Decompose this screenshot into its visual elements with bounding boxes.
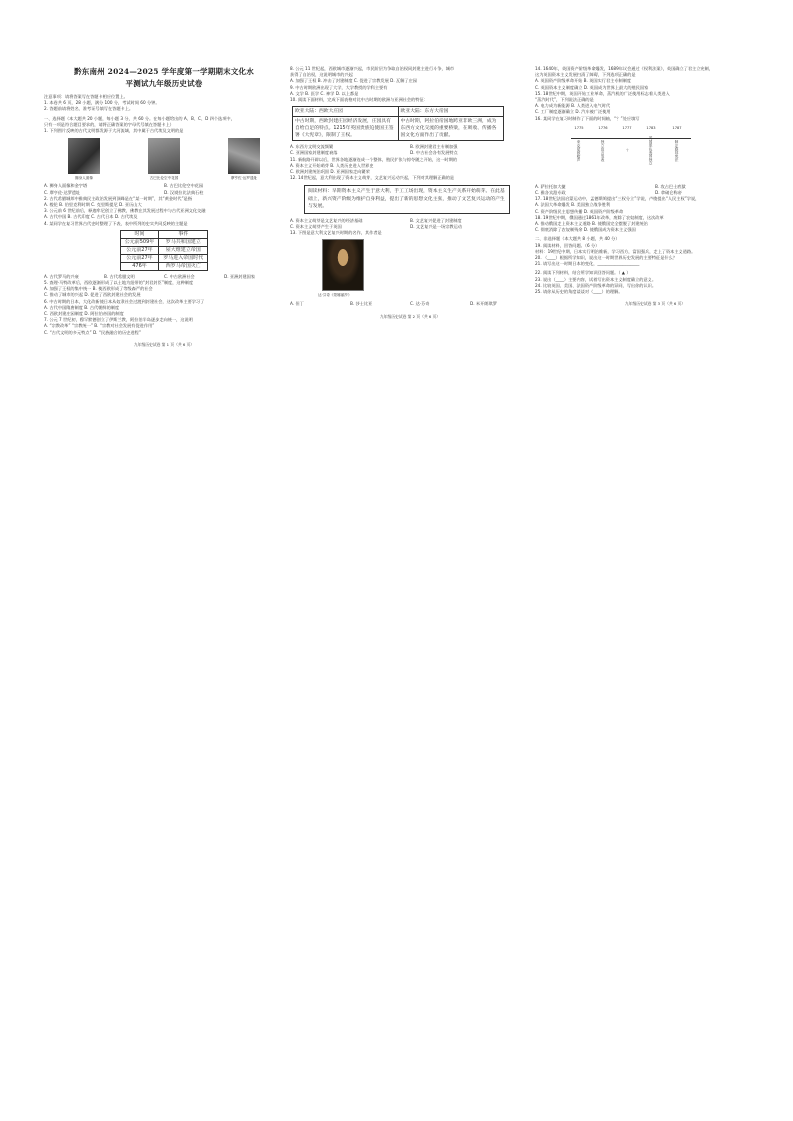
- question-12-options: [290, 218, 530, 230]
- text-line: 14. 1640年，英国资产阶级革命爆发，1689年议会通过《权利法案》，英国确立了君主立宪制，: [535, 66, 713, 71]
- text-line: 1. 下列图片反映的古代文明都发源于大河流域，其中属于古代埃及文明的是: [44, 128, 184, 134]
- questions-11-12: [290, 157, 530, 182]
- option: B. 攻占巴士底狱: [655, 183, 686, 189]
- timeline-event: [643, 126, 659, 168]
- timeline-text: ？: [625, 149, 629, 153]
- timeline-year: 1776: [598, 125, 608, 130]
- table-cell: 公元前509年: [120, 238, 159, 246]
- page-footer: 九年级历史试卷 第 3 页（共 6 页）: [624, 301, 686, 307]
- text-line: 8. 公元 11 世纪起，西欧城市逐渐兴起，市民阶层为争取自治权同封建主进行斗争，城市: [290, 66, 455, 71]
- option: B. 莎士比亚: [350, 301, 373, 307]
- page-column-2: [290, 66, 530, 320]
- table-row: [293, 117, 504, 141]
- option: D. 文艺复兴是一场宗教运动: [410, 223, 462, 229]
- timeline-event: [571, 126, 587, 168]
- text-line: “蒸汽时代”，下列说法正确的是: [535, 97, 594, 103]
- option: B. 古代希腊文明: [104, 273, 135, 279]
- timeline-year: 1775: [574, 125, 584, 130]
- option: D. 米开朗琪罗: [470, 301, 497, 307]
- table-row: [120, 246, 208, 254]
- text-line: 13. 下图是意大利文艺复兴时期的名作，其作者是: [290, 230, 382, 236]
- questions-14-16: [535, 66, 775, 122]
- table-cell: 罗马共和国建立: [159, 238, 208, 246]
- hanging-gardens-image: [148, 138, 180, 174]
- text-line: 6. 中古时期的日本，大化改新使日本从奴隶社会过渡到封建社会，这次改革主要学习了: [44, 298, 205, 304]
- text-line: 只有一项是符合题目要求的，请将正确答案的字母代号填在答题卡上）: [44, 121, 174, 127]
- text-line: C. 彻底消除了农奴制残余 D. 使俄国成为资本主义强国: [535, 227, 636, 233]
- table-cell: 屋大维建立帝国: [159, 246, 208, 254]
- text-line: 24. 比较英国、美国、法国资产阶级革命的异同，写出你的认识。: [535, 282, 657, 288]
- rome-timeline-table: [120, 230, 209, 271]
- page-footer: 九年级历史试卷 第 1 页（共 6 页）: [133, 341, 195, 347]
- questions-5-7: [44, 280, 284, 336]
- text-line: 20. （____）根据所学知识，说出这一时期世界历史发展的主要特征是什么？: [535, 255, 677, 261]
- intro-lines: [44, 94, 284, 134]
- text-line: C. 英国资本主义制度确立 D. 英国成为世界上最大的殖民国家: [535, 84, 649, 90]
- text-line: 18. 19世纪中期，俄国通过1861年改革，废除了农奴制度，这次改革: [535, 214, 664, 220]
- option: C. 摩亨佐·达罗遗址: [44, 189, 81, 195]
- text-line: 注意事项：请将答案写在答题卡相应位置上。: [44, 94, 128, 99]
- option: B. 古巴比伦空中花园: [164, 183, 204, 189]
- option: B. 文艺复兴促进了封建制度: [410, 217, 462, 223]
- option: D. 汉谟拉比法典石柱: [164, 189, 204, 195]
- timeline-year: 1777: [622, 125, 632, 130]
- american-revolution-timeline: [571, 126, 691, 182]
- picture-caption: 狮身人面像: [75, 176, 93, 181]
- timeline-event: [619, 126, 635, 168]
- text-line: A. “宗教改革” “宗教统一” B. “宗教对社会发展有促进作用”: [44, 323, 155, 329]
- table-cell: 西罗马帝国灭亡: [159, 262, 208, 270]
- mona-lisa-image: [322, 239, 364, 291]
- text-line: 19. 阅读材料，回答问题。（6 分）: [535, 242, 600, 248]
- text-line: 4. 某同学在复习世界古代史时整理了下表，表中所列的史实共同反映的主题是: [44, 220, 188, 226]
- text-line: 5. 查理·马特改革后，西欧逐渐形成了以土地为纽带的“封君封臣”制度，这种制度: [44, 280, 194, 286]
- text-line: 获得了自治权，这说明城市的兴起: [290, 72, 353, 78]
- timeline-text: 制定联邦宪法: [675, 140, 679, 162]
- text-line: A. 法国大革命爆发 B. 美国独立战争胜利: [535, 202, 611, 208]
- option: A. 古代罗马的兴衰: [44, 273, 79, 279]
- text-line: 材料：19世纪中期，日本实行明治维新，学习西方，富国强兵，走上了资本主义道路。: [535, 248, 696, 254]
- option: C. 达·芬奇: [410, 301, 430, 307]
- text-line: 17. 18世纪法国启蒙运动中，孟德斯鸠提出“三权分立”学说，卢梭提出“人民主权”学说，: [535, 196, 700, 202]
- text-line: 23. 说出（____）主要内容，试着写出资本主义制度确立的意义。: [535, 276, 657, 282]
- text-line: A. 梭伦 B. 伯里克利时期 C. 克里斯提尼 D. 亚历山大: [44, 202, 142, 208]
- text-line: 15. 18世纪中期，英国开始工业革命，蒸汽机的广泛使用标志着人类进入: [535, 90, 670, 96]
- text-line: A. 文学 B. 医学 C. 神学 D. 以上都是: [290, 90, 359, 96]
- table-cell: 欧亚大陆：东方大帝国: [398, 107, 504, 117]
- text-line: 12. 14世纪起，意大利出现了资本主义萌芽，文艺复兴运动兴起，下列对其理解正确的是: [290, 175, 455, 181]
- timeline-year: 1787: [672, 125, 682, 130]
- text-line: C. 资产阶级民主思想传播 D. 英国资产阶级革命: [535, 208, 624, 214]
- material-box: 阅读材料：早期资本主义产生于意大利，手工工场出现，资本主义生产关系开始萌芽。在此基础上，新兴资产阶级为维护自身利益，提出了新的思想文化主张，推动了文艺复兴运动的产生与发展。: [304, 185, 510, 213]
- page-column-1: [44, 66, 284, 348]
- text-line: C. 推动了城市的兴起 D. 促进了西欧封建社会的发展: [44, 292, 141, 298]
- table-row: [120, 262, 208, 270]
- question-13-options: [290, 301, 530, 307]
- table-cell: 中古时期，西欧封建庄园经济发展，庄园具有自给自足的特点。1215年英国贵族迫使国王签署《大宪章》，限制了王权。: [293, 117, 399, 141]
- picture-caption: 古巴比伦空中花园: [149, 176, 179, 181]
- option: A. 狮身人面像和金字塔: [44, 183, 88, 189]
- questions-17-25: [535, 196, 775, 295]
- mona-lisa-caption: 达·芬奇《蒙娜丽莎》: [318, 293, 352, 298]
- text-line: C. 工厂制度逐渐确立 D. 汽车被广泛使用: [535, 109, 611, 115]
- page-footer: 九年级历史试卷 第 2 页（共 6 页）: [379, 313, 441, 319]
- option: C. 亚洲国家封建制度衰落: [290, 150, 338, 156]
- option: D. 亚洲封建国家: [224, 273, 256, 279]
- option: D. 中古社会各有发展特点: [410, 150, 458, 156]
- picture-hanging-gardens: [148, 138, 180, 181]
- text-line: 3. 公元前 6 世纪前后，释迦牟尼创立了佛教，佛教在其发展过程中与古代亚洲文化交融: [44, 208, 206, 214]
- questions-2-4: [44, 196, 284, 227]
- table-header: 时间: [120, 230, 159, 238]
- exam-title-line2: 平测试九年级历史试卷: [125, 79, 203, 88]
- text-line: A. 资本主义开始萌芽 B. 人类历史进入世界史: [290, 162, 374, 168]
- question-1-pictures: [44, 138, 284, 181]
- text-line: 2. 古代希腊城邦中雅典民主政治发展到顶峰是在“某一时期”，其“黄金时代”是指: [44, 195, 193, 201]
- text-line: 10. 阅读下面材料，完成下面表格对比中古时期的欧洲与亚洲社会的特征：: [290, 97, 428, 103]
- timeline-text: 独立宣言发表: [601, 140, 605, 162]
- table-cell: 476年: [120, 262, 159, 270]
- text-line: 一、选择题（本大题共 20 小题，每小题 3 分，共 60 分。在每小题给出的 A、B、C、D 四个选项中，: [44, 115, 235, 121]
- sphinx-image: [68, 138, 100, 174]
- questions-8-10: [290, 66, 530, 103]
- mohenjo-daro-image: [228, 138, 260, 174]
- option: A. 资本主义萌芽是文艺复兴的经济基础: [290, 217, 363, 223]
- text-line: 22. 阅读下列材料，结合所学知识回答问题。（ ▲ ）: [535, 270, 631, 276]
- exam-title-line1: 黔东南州 2024—2025 学年度第一学期期末文化水: [74, 67, 254, 76]
- option: D. 拿破仑称帝: [655, 190, 682, 196]
- text-line: 这为英国资本主义发展扫清了障碍，下列选项正确的是: [535, 72, 636, 78]
- text-line: A. 加强了王权的集中统一 B. 使西欧形成了等级森严的社会: [44, 286, 153, 292]
- table-row: [120, 238, 208, 246]
- timeline-text: 来克星顿枪声: [577, 140, 581, 162]
- text-line: 7. 公元 7 世纪初，穆罕默德创立了伊斯兰教，阿拉伯半岛逐步走向统一，这说明: [44, 317, 193, 323]
- option: C. 雅各宾派专政: [535, 190, 566, 196]
- text-line: 1. 本卷共 6 页，28 小题，满分 100 分，考试时间 60 分钟。: [44, 100, 160, 106]
- table-cell: 欧亚大陆：西欧大庄园: [293, 107, 399, 117]
- table-row: [120, 254, 208, 262]
- picture-caption: 摩亨佐·达罗遗址: [230, 176, 258, 181]
- option: B. 欧洲封建君主专制加强: [410, 144, 458, 150]
- page-column-3: [535, 66, 775, 307]
- picture-mohenjo-daro: [228, 138, 260, 181]
- timeline-year: 1783: [646, 125, 656, 130]
- text-line: C. 西欧封建庄园制度 D. 阿拉伯帝国的制度: [44, 311, 124, 317]
- timeline-event: [595, 126, 611, 168]
- timeline-event: [669, 126, 685, 168]
- option: A. 东西方文明交流频繁: [290, 144, 334, 150]
- text-line: A. 推动俄国走上资本主义道路 B. 使俄国完全摆脱了封建统治: [535, 221, 648, 227]
- text-line: 2. 答题前请将姓名、准考证号填写在答题卡上。: [44, 106, 134, 112]
- table-cell: 公元前27年: [120, 246, 159, 254]
- option: A. 萨拉托加大捷: [535, 183, 566, 189]
- eurasia-comparison-table: [292, 106, 504, 141]
- text-line: 21. 请写出这一时期日本的变化，____________________: [535, 261, 640, 267]
- text-line: A. 电力成为新能源 B. 人类进入电气时代: [535, 103, 611, 109]
- table-header: 事件: [159, 230, 208, 238]
- table-cell: 公元前27年: [120, 254, 159, 262]
- table-cell: 罗马进入帝国时代: [159, 254, 208, 262]
- text-line: 二、非选择题（本大题共 8 小题，共 40 分）: [535, 236, 620, 242]
- picture-sphinx: [68, 138, 100, 181]
- table-cell: 中古时期，阿拉伯帝国地跨亚非欧三洲，成为东西方文化交流的重要桥梁，在吸收、传播各国文化方面作出了贡献。: [398, 117, 504, 141]
- option: C. 中古欧洲社会: [164, 273, 195, 279]
- text-line: 16. 某同学在复习时制作了下面的时间轴，“？”处应填写: [535, 115, 640, 121]
- question-16-options: [535, 184, 775, 196]
- option: A. 但丁: [290, 301, 304, 307]
- text-line: C. “古代文明的多元特点” D. “民族融合的历史进程”: [44, 329, 141, 335]
- text-line: C. 欧洲封建统治巩固 D. 亚洲国家走向繁荣: [290, 169, 370, 175]
- text-line: A. 加强了王权 B. 冲击了封建制度 C. 促进了宗教发展 D. 瓦解了庄园: [290, 78, 417, 84]
- question-10-options: [290, 144, 530, 156]
- table-row: [293, 107, 504, 117]
- text-line: 9. 中古时期欧洲出现了大学，大学教授的学科主要有: [290, 84, 388, 90]
- timeline-text: 英国承认美国独立: [649, 136, 653, 166]
- question-1-options: [44, 183, 284, 195]
- text-line: 25. 请你从历史的角度谈谈对（____）的理解。: [535, 289, 623, 295]
- option: C. 资本主义萌芽产生于英国: [290, 223, 342, 229]
- text-line: A. 古代中国 B. 古代印度 C. 古代日本 D. 古代埃及: [44, 214, 138, 220]
- text-line: A. 英国资产阶级革命开始 B. 英国实行君主专制制度: [535, 78, 632, 84]
- text-line: 11. 新航路开辟以后，世界各地逐渐连成一个整体，殖民扩张与掠夺随之开始，这一时期的: [290, 156, 458, 162]
- text-line: A. 古代中国隋唐制度 B. 古代朝鲜的制度: [44, 304, 120, 310]
